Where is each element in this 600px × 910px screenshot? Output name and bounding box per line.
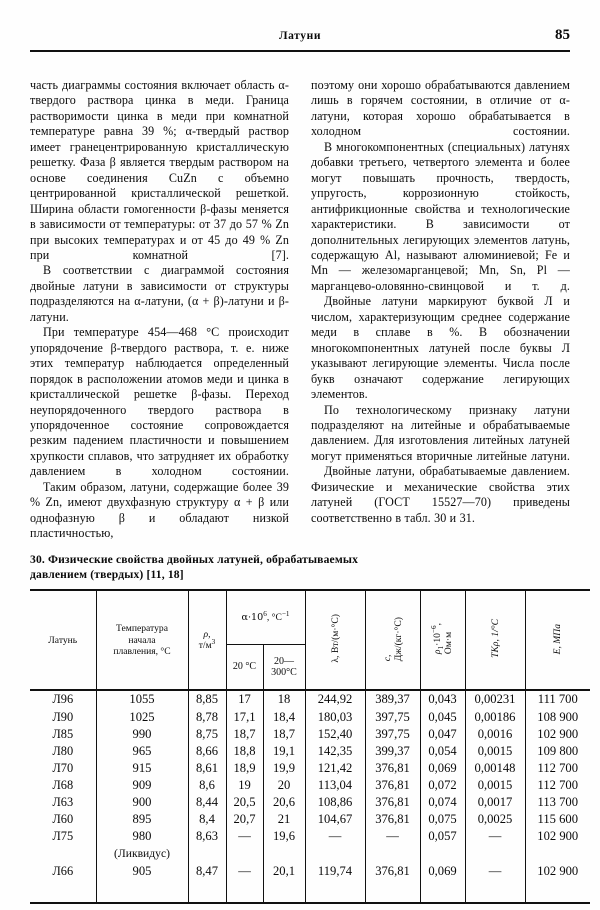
paragraph: В многокомпонентных (специальных) латунях добавки третьего, четвертого элемента и более могут повышать прочность, твердость, упругость, коррозионную стойкость, антифрикционные свойства и технологические характеристики. В зависимости от дополнительных легирующих элементов латунь, содержащую Al, называют алюминиевой; Fe и Mn — железомарганцевой; Mn, Sn, Pl — марганцево-оловянно-свинцовой и т. д. <box>311 139 570 293</box>
cell-empty <box>30 845 96 863</box>
table-row-liquidus-note <box>30 845 590 863</box>
cell-e: 102 900 <box>525 726 590 743</box>
cell-grade: Л66 <box>52 864 74 879</box>
cell-empty <box>226 880 263 903</box>
paragraph: Двойные латуни маркируют буквой Л и числом, характеризующим среднее содержание меди в сплаве в %. В обозначении многокомпонентных латуней после буквы Л указывают легирующие элементы. Числа после букв означают содержание легирующих элементов. <box>311 294 570 402</box>
col-header-thermal-conductivity: λ, Вт/(м·°С) <box>305 590 365 690</box>
cell-c: 399,37 <box>365 743 420 760</box>
cell-alpha-20: 20,5 <box>226 794 263 811</box>
cell-melting: 895 <box>96 811 188 828</box>
cell-grade: Л63 <box>52 794 74 809</box>
table-head <box>30 590 590 690</box>
cell-e: 112 700 <box>525 777 590 794</box>
table-row-bottom-spacer <box>30 880 590 903</box>
table-row <box>30 743 590 760</box>
cell-tkr: — <box>465 828 525 845</box>
cell-alpha-20: 19 <box>226 777 263 794</box>
cell-rho1: 0,047 <box>420 726 465 743</box>
table-row <box>30 863 590 880</box>
cell-density: 8,75 <box>188 726 226 743</box>
cell-density: 8,66 <box>188 743 226 760</box>
cell-empty <box>305 845 365 863</box>
cell-tkr: 0,00148 <box>465 760 525 777</box>
cell-density: 8,6 <box>188 777 226 794</box>
cell-melting: 900 <box>96 794 188 811</box>
table-row <box>30 690 590 708</box>
cell-lambda: 119,74 <box>305 863 365 880</box>
cell-melting: 980 <box>96 828 188 845</box>
cell-grade: Л90 <box>52 709 74 724</box>
cell-e: 108 900 <box>525 709 590 726</box>
paragraph: Двойные латуни, обрабатываемые давлением. Физические и механические свойства этих латуней (ГОСТ 15527—70) приведены соответственно в табл. 30 и 31. <box>311 464 570 525</box>
cell-c: 397,75 <box>365 726 420 743</box>
cell-empty <box>420 845 465 863</box>
cell-tkr: 0,0025 <box>465 811 525 828</box>
cell-empty <box>226 845 263 863</box>
cell-grade: Л85 <box>52 726 74 741</box>
cell-lambda: 108,86 <box>305 794 365 811</box>
cell-grade: Л80 <box>52 743 74 758</box>
paragraph: При температуре 454—468 °С происходит упорядочение β-твердого раствора, т. е. ниже этих температур наблюдается определенный порядок в расположении атомов меди и цинка в кристаллической решетке β-фазы. Переход неупорядоченного твердого раствора в упорядоченное состояние сопровождается резким падением пластичности и повышением хрупкости сплавов, что затрудняет их обработку давлением в холодном состоянии. <box>30 325 289 479</box>
cell-alpha-20-300: 19,6 <box>263 828 305 845</box>
cell-density: 8,47 <box>188 863 226 880</box>
cell-c: 389,37 <box>365 690 420 708</box>
cell-grade: Л60 <box>52 812 74 827</box>
cell-tkr: 0,0017 <box>465 794 525 811</box>
cell-empty <box>263 880 305 903</box>
table-caption <box>30 552 570 582</box>
cell-empty <box>365 845 420 863</box>
cell-tkr: 0,0016 <box>465 726 525 743</box>
cell-lambda: — <box>305 828 365 845</box>
cell-empty <box>465 880 525 903</box>
col-header-alpha-group: $\alpha\cdot 10^6$, $^\circ С^{-1}$ <box>226 590 305 644</box>
col-header-density: ρ, $т/м^3$ <box>188 590 226 690</box>
cell-density: 8,44 <box>188 794 226 811</box>
cell-alpha-20-300: 20,1 <box>263 863 305 880</box>
table-body <box>30 690 590 903</box>
table-caption-line2: давлением (твердых) [11, 18] <box>30 568 184 582</box>
paragraph: поэтому они хорошо обрабатываются давлением лишь в горячем состоянии, в отличие от α-латуни, которая хорошо обрабатывается в холодном состоянии. <box>311 78 570 139</box>
cell-empty <box>96 880 188 903</box>
cell-e: 102 900 <box>525 828 590 845</box>
col-header-alpha-20c: 20 °С <box>226 644 263 690</box>
cell-melting: 965 <box>96 743 188 760</box>
table-caption-line1: 30. Физические свойства двойных латуней, обрабатываемых <box>30 553 359 566</box>
table-row <box>30 760 590 777</box>
cell-lambda: 180,03 <box>305 709 365 726</box>
paragraph: По технологическому признаку латуни подразделяют на литейные и обрабатываемые давлением. Для изготовления литейных латуней могут применяться вторичные литейные латуни. <box>311 402 570 463</box>
cell-alpha-20-300: 19,9 <box>263 760 305 777</box>
table-row <box>30 828 590 845</box>
table-row <box>30 811 590 828</box>
col-header-melting-temperature: Температура начала плавления, °С <box>96 590 188 690</box>
cell-alpha-20: 17 <box>226 690 263 708</box>
cell-c: 376,81 <box>365 811 420 828</box>
cell-alpha-20-300: 19,1 <box>263 743 305 760</box>
left-column <box>30 78 289 542</box>
cell-e: 113 700 <box>525 794 590 811</box>
cell-tkr: 0,0015 <box>465 777 525 794</box>
cell-empty <box>30 880 96 903</box>
header-rule <box>30 50 570 52</box>
cell-alpha-20-300: 20 <box>263 777 305 794</box>
body-columns <box>30 78 570 542</box>
properties-table <box>30 589 590 904</box>
col-header-temperature-coefficient: ТКρ, 1/°С <box>465 590 525 690</box>
cell-c: 376,81 <box>365 863 420 880</box>
cell-melting: 909 <box>96 777 188 794</box>
cell-lambda: 104,67 <box>305 811 365 828</box>
cell-grade: Л70 <box>52 760 74 775</box>
cell-melting: 915 <box>96 760 188 777</box>
cell-empty <box>465 845 525 863</box>
cell-rho1: 0,069 <box>420 863 465 880</box>
cell-e: 111 700 <box>525 690 590 708</box>
cell-melting: 1055 <box>96 690 188 708</box>
table-row <box>30 794 590 811</box>
cell-alpha-20: 18,7 <box>226 726 263 743</box>
cell-c: 376,81 <box>365 794 420 811</box>
running-head <box>30 27 570 52</box>
cell-e: 109 800 <box>525 743 590 760</box>
cell-empty <box>365 880 420 903</box>
cell-alpha-20-300: 18,4 <box>263 709 305 726</box>
cell-empty <box>305 880 365 903</box>
cell-density: 8,85 <box>188 690 226 708</box>
cell-rho1: 0,074 <box>420 794 465 811</box>
cell-alpha-20: — <box>226 828 263 845</box>
cell-alpha-20: 20,7 <box>226 811 263 828</box>
cell-tkr: 0,00231 <box>465 690 525 708</box>
cell-e: 102 900 <box>525 863 590 880</box>
cell-density: 8,61 <box>188 760 226 777</box>
cell-density: 8,78 <box>188 709 226 726</box>
cell-lambda: 244,92 <box>305 690 365 708</box>
cell-alpha-20: — <box>226 863 263 880</box>
cell-melting: 905 <box>96 863 188 880</box>
cell-lambda: 121,42 <box>305 760 365 777</box>
cell-density: 8,63 <box>188 828 226 845</box>
cell-alpha-20-300: 18 <box>263 690 305 708</box>
cell-empty <box>525 880 590 903</box>
cell-tkr: 0,00186 <box>465 709 525 726</box>
cell-empty <box>420 880 465 903</box>
cell-alpha-20: 18,9 <box>226 760 263 777</box>
table-row <box>30 726 590 743</box>
cell-rho1: 0,072 <box>420 777 465 794</box>
cell-empty <box>188 880 226 903</box>
col-header-alpha-20-300c: 20— 300°С <box>263 644 305 690</box>
cell-c: 397,75 <box>365 709 420 726</box>
paragraph: Таким образом, латуни, содержащие более 39 % Zn, имеют двухфазную структуру α + β или однофазную β и обладают низкой пластичностью, <box>30 479 289 541</box>
cell-empty <box>188 845 226 863</box>
cell-rho1: 0,043 <box>420 690 465 708</box>
cell-melting: 1025 <box>96 709 188 726</box>
cell-rho1: 0,045 <box>420 709 465 726</box>
cell-grade: Л75 <box>52 829 74 844</box>
cell-e: 112 700 <box>525 760 590 777</box>
cell-e: 115 600 <box>525 811 590 828</box>
cell-alpha-20: 17,1 <box>226 709 263 726</box>
table-row <box>30 777 590 794</box>
header-row-main <box>30 590 590 644</box>
cell-grade: Л96 <box>52 692 74 707</box>
cell-empty <box>263 845 305 863</box>
cell-rho1: 0,075 <box>420 811 465 828</box>
cell-rho1: 0,054 <box>420 743 465 760</box>
cell-density: 8,4 <box>188 811 226 828</box>
cell-alpha-20-300: 18,7 <box>263 726 305 743</box>
cell-tkr: 0,0015 <box>465 743 525 760</box>
page-number: 85 <box>555 27 570 43</box>
cell-c: 376,81 <box>365 777 420 794</box>
cell-grade: Л68 <box>52 777 74 792</box>
cell-rho1: 0,069 <box>420 760 465 777</box>
col-header-grade: Латунь <box>48 634 78 646</box>
cell-lambda: 152,40 <box>305 726 365 743</box>
cell-liquidus-note: (Ликвидус) <box>96 845 188 863</box>
cell-c: — <box>365 828 420 845</box>
col-header-resistivity: $\rho_1\cdot 10^{-6}$, Ом·м <box>420 590 465 690</box>
cell-lambda: 142,35 <box>305 743 365 760</box>
col-header-elastic-modulus: Е, МПа <box>525 590 590 690</box>
right-column <box>311 78 570 542</box>
cell-tkr: — <box>465 863 525 880</box>
cell-rho1: 0,057 <box>420 828 465 845</box>
table-row <box>30 709 590 726</box>
col-header-specific-heat: с, Дж/(кг·°С) <box>365 590 420 690</box>
paragraph: В соответствии с диаграммой состояния двойные латуни в зависимости от структуры подразделяются на α-латуни, (α + β)-латуни и β-латуни. <box>30 263 289 324</box>
cell-lambda: 113,04 <box>305 777 365 794</box>
cell-alpha-20: 18,8 <box>226 743 263 760</box>
cell-melting: 990 <box>96 726 188 743</box>
table-block <box>30 552 579 904</box>
paragraph: часть диаграммы состояния включает область α-твердого раствора цинка в меди. Граница растворимости цинка в меди при комнатной температуре равна 39 %; α-твердый раствор имеет гранецентрированную кристаллическую решетку. Фаза β является твердым раствором на основе соединения CuZn с объемно центрированной кристаллической решеткой. Ширина области гомогенности β-фазы меняется в зависимости от температуры: от 37 до 57 % Zn при высоких температурах и от 45 до 49 % Zn при комнатной [7]. <box>30 78 289 262</box>
cell-empty <box>525 845 590 863</box>
cell-alpha-20-300: 21 <box>263 811 305 828</box>
page-title: Латуни <box>278 30 322 42</box>
cell-c: 376,81 <box>365 760 420 777</box>
cell-alpha-20-300: 20,6 <box>263 794 305 811</box>
